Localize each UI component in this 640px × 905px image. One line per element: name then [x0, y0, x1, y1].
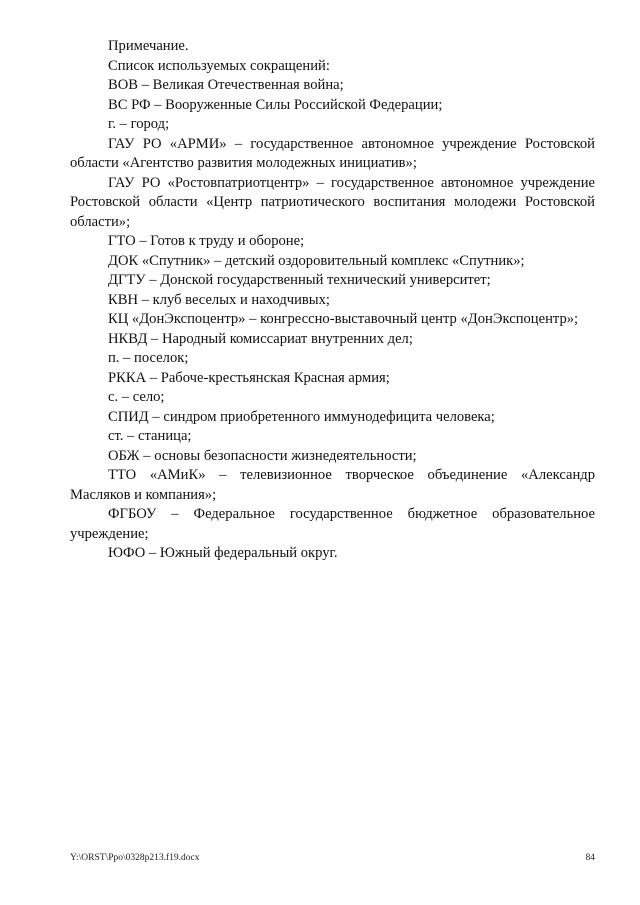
abbreviation-entry: НКВД – Народный комиссариат внутренних дел;: [108, 330, 413, 347]
abbreviation-entry: ГАУ РО «Ростовпатриотцентр» – государственное автономное учреждение Ростовской области «Центр патриотического воспитания молодежи Ростовской области»;: [70, 174, 595, 230]
abbreviation-entry: ДОК «Спутник» – детский оздоровительный комплекс «Спутник»;: [108, 252, 525, 269]
page-number: 84: [585, 853, 595, 863]
abbreviation-entry: ЮФО – Южный федеральный округ.: [108, 545, 338, 561]
abbreviation-entry: п. – поселок;: [108, 350, 189, 366]
abbreviation-entry: с. – село;: [108, 389, 165, 405]
abbreviation-entry: КЦ «ДонЭкспоцентр» – конгрессно-выставочный центр «ДонЭкспоцентр»;: [108, 311, 579, 327]
abbreviation-entry: ВОВ – Великая Отечественная война;: [108, 77, 344, 93]
abbreviation-entry: г. – город;: [108, 116, 170, 132]
document-body: [70, 37, 595, 564]
abbreviation-entry: СПИД – синдром приобретенного иммунодефицита человека;: [108, 408, 495, 425]
abbreviation-entry: РККА – Рабоче-крестьянская Красная армия;: [108, 369, 390, 386]
file-path: Y:\ORST\Ppo\0328p213.f19.docx: [70, 853, 200, 863]
abbreviation-entry: ТТО «АМиК» – телевизионное творческое объединение «Александр Масляков и компания»;: [70, 467, 595, 503]
abbreviation-entry: ОБЖ – основы безопасности жизнедеятельности;: [108, 447, 417, 464]
abbreviation-entry: ВС РФ – Вооруженные Силы Российской Федерации;: [108, 96, 443, 113]
abbreviation-entry: ФГБОУ – Федеральное государственное бюджетное образовательное учреждение;: [70, 506, 595, 542]
abbreviation-entry: ст. – станица;: [108, 428, 192, 444]
abbreviations-heading: Список используемых сокращений:: [108, 57, 330, 74]
abbreviation-entry: ГТО – Готов к труду и обороне;: [108, 233, 305, 249]
abbreviation-entry: ДГТУ – Донской государственный технический университет;: [108, 272, 491, 288]
abbreviation-entry: ГАУ РО «АРМИ» – государственное автономное учреждение Ростовской области «Агентство развития молодежных инициатив»;: [70, 135, 595, 171]
note-heading: Примечание.: [108, 38, 189, 54]
abbreviation-entry: КВН – клуб веселых и находчивых;: [108, 291, 330, 308]
